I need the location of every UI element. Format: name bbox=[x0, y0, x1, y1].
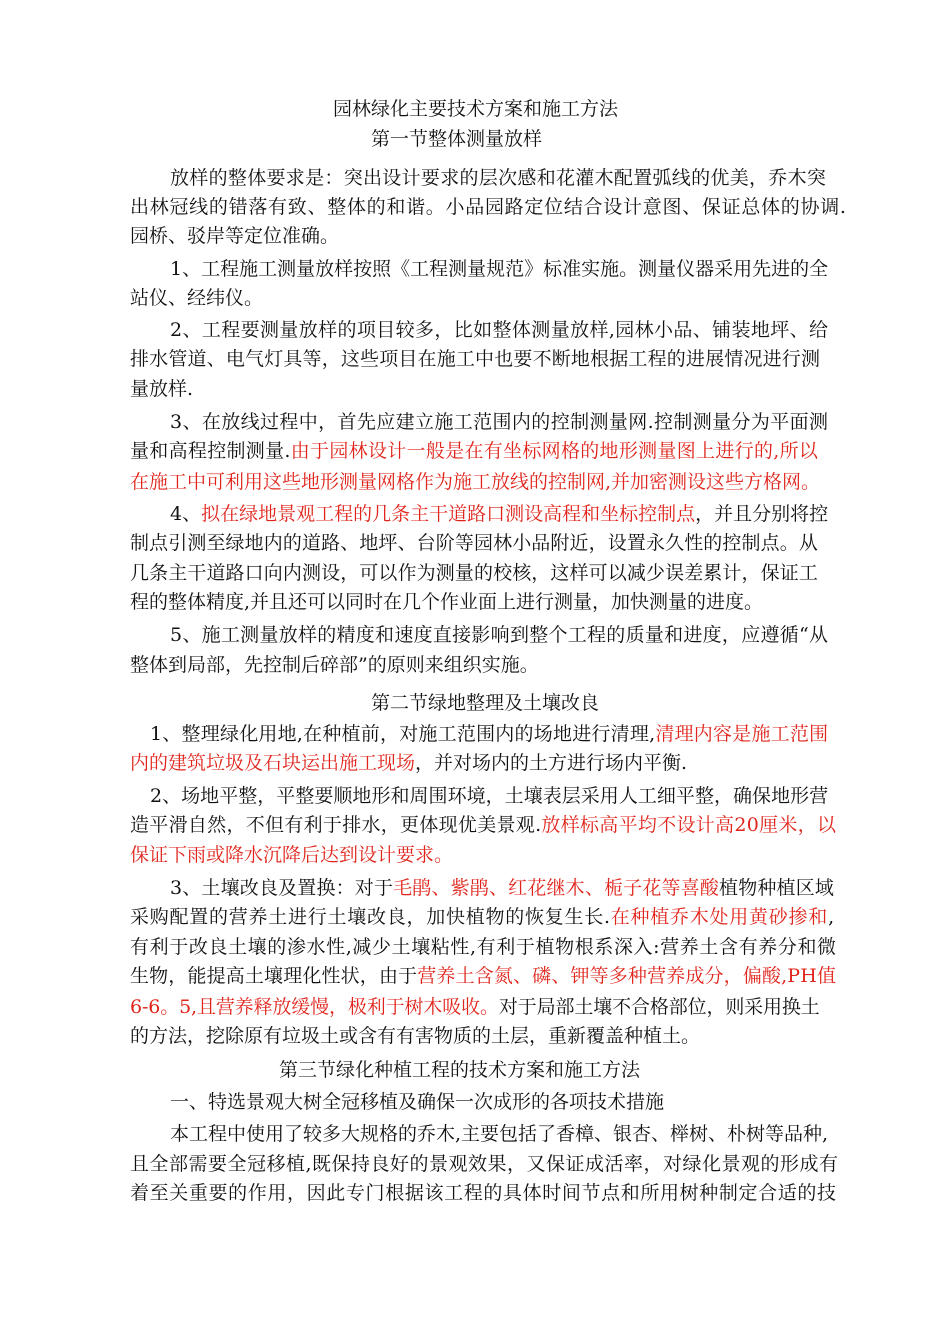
text-line-q3e bbox=[130, 994, 820, 1020]
text-line-p2c bbox=[130, 376, 193, 402]
text-run: 2、工程要测量放样的项目较多，比如整体测量放样,园林小品、铺装地坪、给 bbox=[170, 319, 829, 341]
text-run: 采购配置的营养土进行土壤改良，加快植物的恢复生长. bbox=[130, 906, 611, 928]
text-run: 排水管道、电气灯具等，这些项目在施工中也要不断地根据工程的进展情况进行测 bbox=[130, 348, 821, 370]
text-line-q3d bbox=[130, 963, 836, 989]
text-run: 的方法，挖除原有垃圾土或含有有害物质的土层，重新覆盖种植土。 bbox=[130, 1025, 701, 1047]
text-line-p4d bbox=[130, 589, 763, 615]
text-run: 有利于改良土壤的渗水性,减少土壤粘性,有利于植物根系深入:营养土含有养分和微 bbox=[130, 936, 837, 958]
text-run: 量放样. bbox=[130, 378, 194, 400]
text-line-p5a bbox=[170, 622, 828, 648]
highlighted-text-run: 内的建筑垃圾及石块运出施工现场 bbox=[130, 752, 416, 774]
text-line-title bbox=[333, 96, 618, 122]
text-run: 植物种植区域 bbox=[719, 877, 835, 899]
text-run: 4、 bbox=[170, 503, 202, 525]
text-line-p3c bbox=[130, 469, 820, 495]
text-run: 1、工程施工测量放样按照《工程测量规范》标准实施。测量仪器采用先进的全 bbox=[170, 258, 829, 280]
text-line-q2a bbox=[150, 783, 828, 809]
text-run: ，并对场内的土方进行场内平衡. bbox=[415, 752, 688, 774]
text-run: 第一节整体测量放样 bbox=[371, 128, 543, 150]
text-line-p1b bbox=[130, 285, 263, 311]
highlighted-text-run: 拟在绿地景观工程的几条主干道路口测设高程和坐标控制点 bbox=[201, 503, 696, 525]
highlighted-text-run: 在种植乔木处用黄砂掺和 bbox=[610, 906, 829, 928]
text-run: 园桥、驳岸等定位准确。 bbox=[130, 225, 340, 247]
highlighted-text-run: 6-6。5,且营养释放缓慢，极利于树木吸收。 bbox=[130, 996, 499, 1018]
text-run: 园林绿化主要技术方案和施工方法 bbox=[333, 98, 619, 120]
highlighted-text-run: 在施工中可利用这些地形测量网格作为施工放线的控制网,并加密测设这些方格网。 bbox=[130, 471, 821, 493]
text-line-p1a bbox=[170, 256, 828, 282]
text-run: 造平滑自然，不但有利于排水，更体现优美景观. bbox=[130, 814, 542, 836]
text-run: , bbox=[828, 906, 835, 928]
text-line-q1b bbox=[130, 750, 687, 776]
text-run: 第二节绿地整理及土壤改良 bbox=[371, 692, 600, 714]
text-line-sec1 bbox=[371, 126, 542, 152]
text-line-q2b bbox=[130, 812, 836, 838]
text-line-sec2 bbox=[371, 690, 599, 716]
text-run: 本工程中使用了较多大规格的乔木,主要包括了香樟、银杏、榉树、朴树等品种, bbox=[170, 1123, 829, 1145]
text-run: 出林冠线的错落有致、整体的和谐。小品园路定位结合设计意图、保证总体的协调. bbox=[130, 196, 847, 218]
text-line-p0c bbox=[130, 223, 339, 249]
text-run: 对于局部土壤不合格部位，则采用换土 bbox=[498, 996, 820, 1018]
text-run: 生物，能提高土壤理化性状，由于 bbox=[130, 965, 418, 987]
text-line-s1 bbox=[170, 1089, 664, 1115]
text-line-p4a bbox=[170, 501, 828, 527]
text-line-p0b bbox=[130, 194, 847, 220]
text-line-q3a bbox=[170, 875, 834, 901]
text-line-p0a bbox=[170, 165, 826, 191]
text-line-q1a bbox=[150, 721, 828, 747]
text-run: 量和高程控制测量. bbox=[130, 440, 291, 462]
text-run: 一、特选景观大树全冠移植及确保一次成形的各项技术措施 bbox=[170, 1091, 665, 1113]
highlighted-text-run: 保证下雨或降水沉降后达到设计要求。 bbox=[130, 844, 454, 866]
highlighted-text-run: 由于园林设计一般是在有坐标网格的地形测量图上进行的,所以 bbox=[290, 440, 819, 462]
text-run: 2、场地平整，平整要顺地形和周围环境，土壤表层采用人工细平整，确保地形营 bbox=[150, 785, 829, 807]
text-line-q3b bbox=[130, 904, 835, 930]
text-line-q3f bbox=[130, 1023, 700, 1049]
text-run: 站仪、经纬仪。 bbox=[130, 287, 264, 309]
text-line-p4c bbox=[130, 560, 818, 586]
text-run: 3、土壤改良及置换：对于 bbox=[170, 877, 394, 899]
text-line-s2b bbox=[130, 1151, 839, 1177]
text-line-q3c bbox=[130, 934, 837, 960]
text-line-p3b bbox=[130, 438, 818, 464]
text-run: 第三节绿化种植工程的技术方案和施工方法 bbox=[279, 1059, 641, 1081]
text-line-s2a bbox=[170, 1121, 828, 1147]
text-run: 制点引测至绿地内的道路、地坪、台阶等园林小品附近，设置永久性的控制点。从 bbox=[130, 532, 818, 554]
text-line-s2c bbox=[130, 1180, 837, 1206]
text-run: 且全部需要全冠移植,既保持良好的景观效果，又保证成活率，对绿化景观的形成有 bbox=[130, 1153, 839, 1175]
text-line-sec3 bbox=[279, 1057, 640, 1083]
text-run: 几条主干道路口向内测设，可以作为测量的校核，这样可以减少误差累计，保证工 bbox=[130, 562, 818, 584]
text-line-p2b bbox=[130, 346, 820, 372]
highlighted-text-run: 放样标高平均不设计高20厘米，以 bbox=[541, 814, 837, 836]
text-run: 3、在放线过程中，首先应建立施工范围内的控制测量网.控制测量分为平面测 bbox=[170, 411, 829, 433]
text-line-p3a bbox=[170, 409, 828, 435]
text-line-q2c bbox=[130, 842, 453, 868]
highlighted-text-run: 毛鹃、紫鹃、红花继木、栀子花等喜酸 bbox=[393, 877, 720, 899]
text-run: 1、整理绿化用地,在种植前，对施工范围内的场地进行清理, bbox=[150, 723, 656, 745]
text-line-p4b bbox=[130, 530, 818, 556]
text-run: 整体到局部，先控制后碎部”的原则来组织实施。 bbox=[130, 654, 539, 676]
text-run: 放样的整体要求是：突出设计要求的层次感和花灌木配置弧线的优美，乔木突 bbox=[170, 167, 827, 189]
text-run: 程的整体精度,并且还可以同时在几个作业面上进行测量，加快测量的进度。 bbox=[130, 591, 764, 613]
text-line-p5b bbox=[130, 652, 539, 678]
text-line-p2a bbox=[170, 317, 828, 343]
highlighted-text-run: 清理内容是施工范围 bbox=[655, 723, 829, 745]
text-run: 5、施工测量放样的精度和速度直接影响到整个工程的质量和进度，应遵循“从 bbox=[170, 624, 829, 646]
text-run: ，并且分别将控 bbox=[695, 503, 829, 525]
text-run: 着至关重要的作用，因此专门根据该工程的具体时间节点和所用树种制定合适的技 bbox=[130, 1182, 837, 1204]
highlighted-text-run: 营养土含氮、磷、钾等多种营养成分，偏酸,PH值 bbox=[417, 965, 837, 987]
